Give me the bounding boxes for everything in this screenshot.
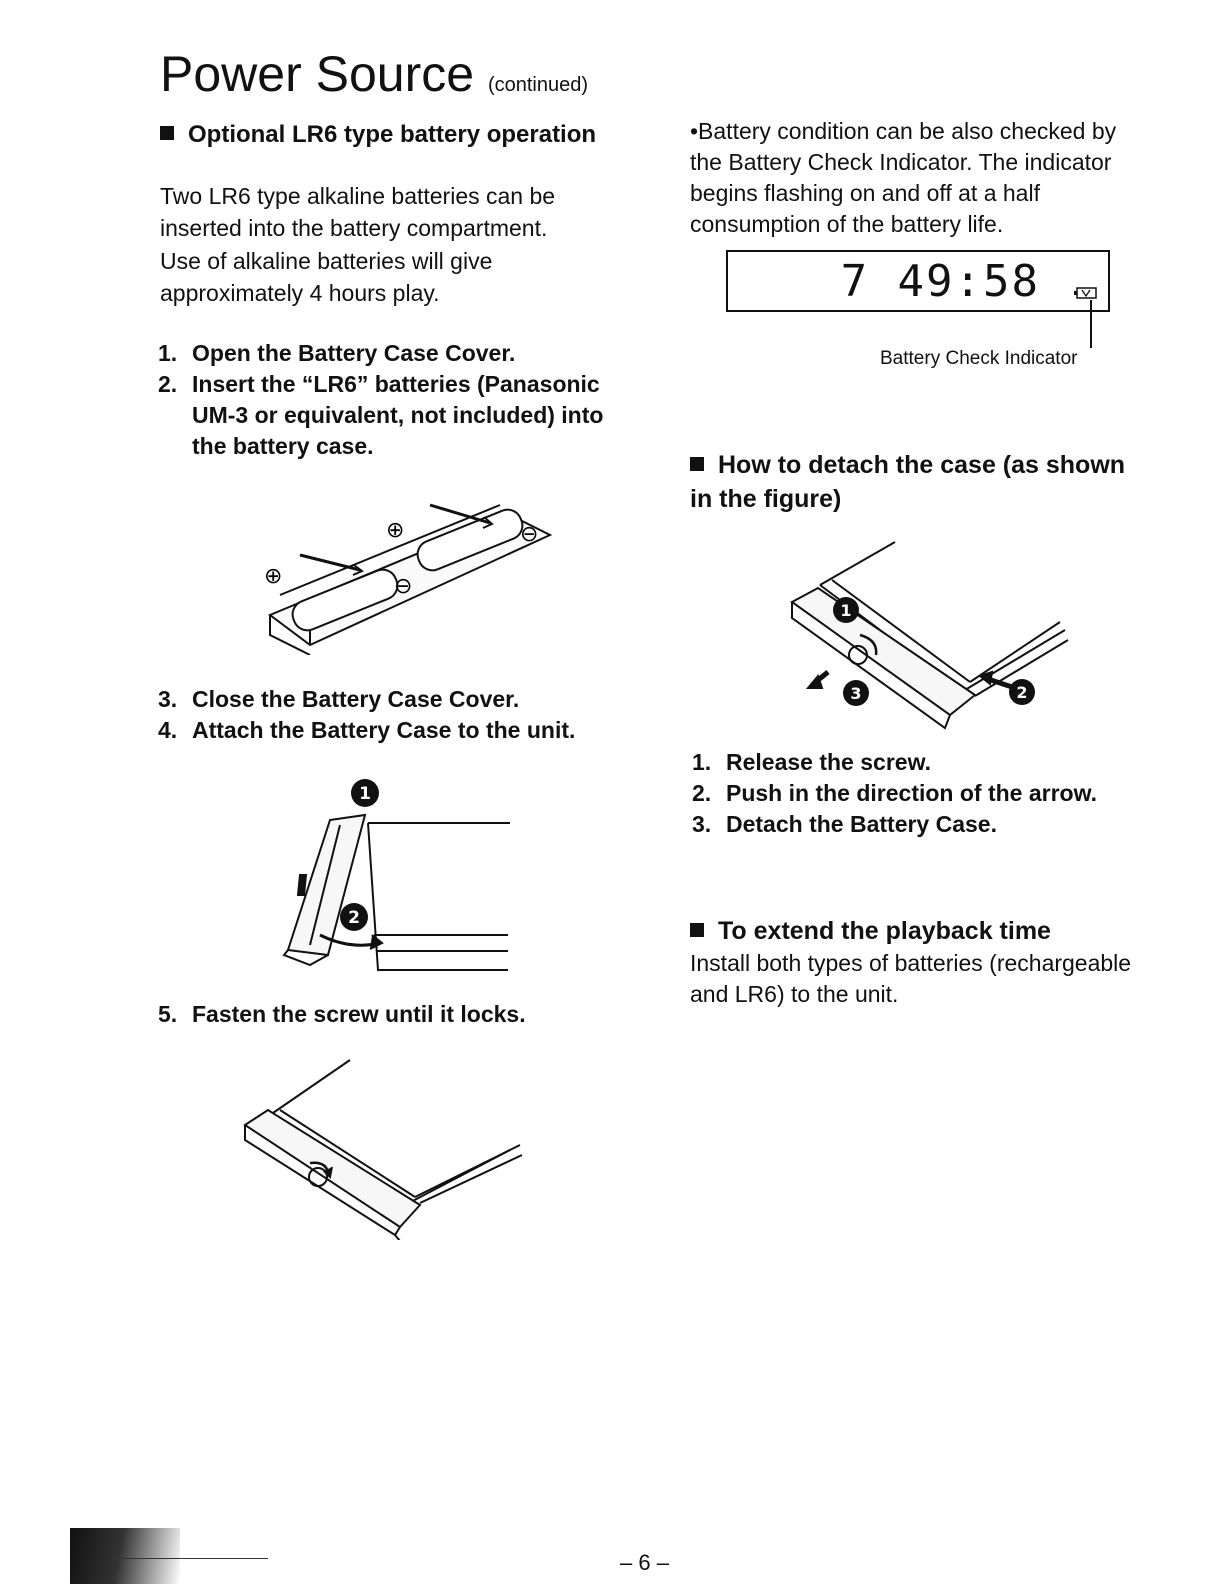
step-number: 4.	[158, 717, 178, 743]
marker-number: 2	[1016, 683, 1028, 702]
scan-artifact-line	[120, 1558, 268, 1559]
step-text: Fasten the screw until it locks.	[192, 1001, 526, 1027]
battery-check-caption: Battery Check Indicator	[880, 348, 1078, 369]
lr6-heading-text: Optional LR6 type battery operation	[188, 121, 597, 148]
lr6-paragraph-2: Use of alkaline batteries will give approximately 4 hours play.	[160, 248, 493, 306]
marker-number: 3	[850, 684, 862, 703]
square-bullet-icon	[690, 923, 704, 937]
title-text: Power Source	[160, 46, 475, 102]
step-number: 1.	[158, 340, 178, 366]
step-number: 2.	[158, 371, 178, 397]
plus-terminal-icon: ⊕	[386, 518, 405, 543]
step-text: Open the Battery Case Cover.	[192, 340, 516, 366]
step-text: Insert the “LR6” batteries (Panasonic UM-3 or equivalent, not included) into the battery case.	[192, 371, 604, 459]
title-suffix: (continued)	[487, 74, 589, 96]
fasten-screw-illustration	[240, 1055, 525, 1240]
extend-heading	[690, 914, 1152, 948]
steps-list-c	[158, 999, 628, 1030]
battery-check-indicator-icon	[1074, 286, 1098, 300]
list-item	[158, 715, 628, 746]
marker-number: 2	[348, 908, 360, 928]
lr6-paragraph-1: Two LR6 type alkaline batteries can be inserted into the battery compartment.	[160, 183, 556, 241]
detach-steps-list	[692, 747, 1162, 840]
lr6-heading	[160, 118, 630, 152]
list-item	[692, 747, 1162, 778]
extend-paragraph: Install both types of batteries (rechargeable and LR6) to the unit.	[690, 950, 1132, 1007]
indicator-leader-line	[1090, 300, 1092, 348]
steps-list-a	[158, 338, 628, 462]
detach-heading-text: How to detach the case (as shown in the figure)	[690, 451, 1126, 513]
battery-check-note: •Battery condition can be also checked by the Battery Check Indicator. The indicator begins flashing on and off at a half consumption of the battery life.	[690, 118, 1117, 237]
list-item	[158, 369, 628, 462]
extend-heading-text: To extend the playback time	[718, 917, 1051, 945]
list-item	[692, 809, 1162, 840]
list-item	[692, 778, 1162, 809]
page-number: – 6 –	[620, 1550, 669, 1575]
battery-insertion-illustration	[250, 495, 570, 655]
step-text: Close the Battery Case Cover.	[192, 686, 520, 712]
step-number: 1.	[692, 749, 712, 775]
list-item	[158, 338, 628, 369]
step-text: Push in the direction of the arrow.	[726, 780, 1098, 806]
minus-terminal-icon: ⊖	[394, 574, 413, 599]
step-text: Attach the Battery Case to the unit.	[192, 717, 576, 743]
square-bullet-icon	[690, 457, 704, 471]
scan-artifact	[70, 1528, 180, 1584]
detach-heading	[690, 448, 1152, 516]
plus-terminal-icon: ⊕	[264, 564, 283, 589]
step-number: 3.	[692, 811, 712, 837]
marker-number: 1	[359, 784, 371, 804]
minus-terminal-icon: ⊖	[520, 522, 539, 547]
step-number: 5.	[158, 1001, 178, 1027]
detach-case-illustration	[780, 540, 1080, 735]
attach-case-illustration	[270, 775, 520, 980]
step-text: Release the screw.	[726, 749, 931, 775]
lcd-display-illustration	[726, 250, 1110, 312]
step-text: Detach the Battery Case.	[726, 811, 997, 837]
step-number: 3.	[158, 686, 178, 712]
lcd-time-readout: 7 49:58	[840, 256, 1040, 307]
step-number: 2.	[692, 780, 712, 806]
marker-number: 1	[840, 601, 852, 620]
list-item	[158, 999, 628, 1030]
page-title	[160, 44, 588, 115]
steps-list-b	[158, 684, 628, 746]
square-bullet-icon	[160, 126, 174, 140]
list-item	[158, 684, 628, 715]
